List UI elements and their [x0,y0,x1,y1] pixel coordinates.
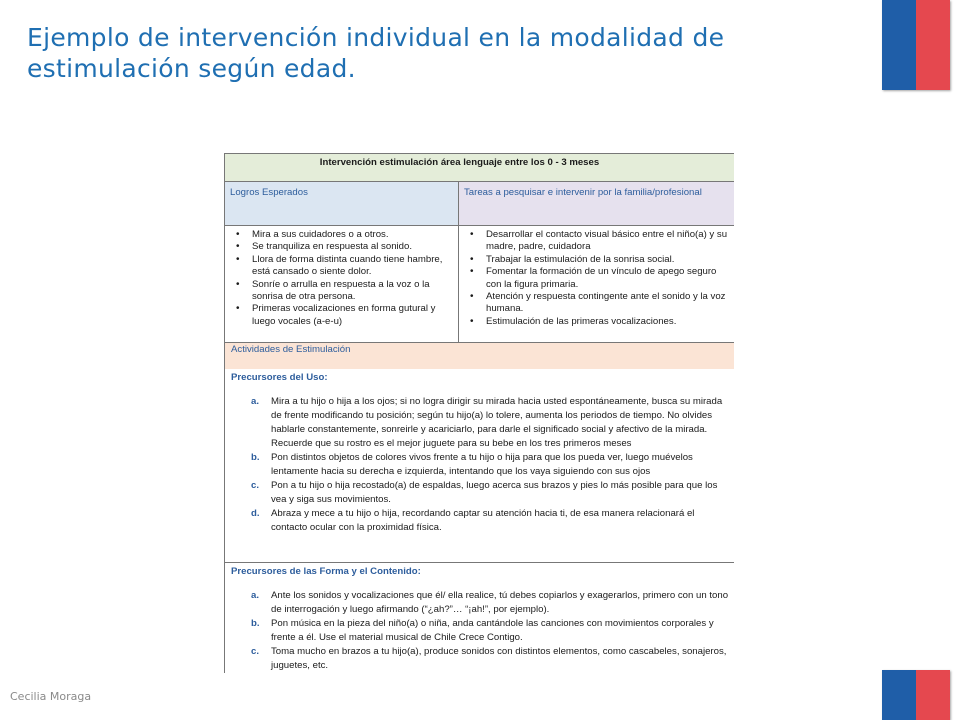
section-forma-title: Precursores de las Forma y el Contenido: [231,566,421,577]
chile-flag-stripe-bottom [882,670,950,720]
section-forma [225,562,734,673]
list-item: • Primeras vocalizaciones en forma gutural y luego vocales (a-e-u) [252,303,453,328]
footer-author: Cecilia Moraga [10,690,92,703]
activity-item: b. Pon música en la pieza del niño(a) o niña, anda cantándole las canciones con movimientos corporales y frente a él. Use el material musical de Chile Crece Contigo. [251,618,714,643]
list-item: • Atención y respuesta contingente ante el sonido y la voz humana. [486,291,729,316]
col-logros-title: Logros Esperados [230,187,308,198]
activity-item: a. Ante los sonidos y vocalizaciones que él/ ella realice, tú debes copiarlos y exagerarlos, primero con un tono de interrogación y luego afirmando (“¿ah?”… “¡ah!”, por ejemplo). [251,590,729,615]
activity-item: b. Pon distintos objetos de colores vivos frente a tu hijo o hija para que los pueda ver, luego muévelos lentamente hacia su derecha e izquierda, intentando que los vaya siguiendo con sus ojos [251,452,693,477]
section-uso-title: Precursores del Uso: [231,372,328,383]
tareas-list [464,229,729,328]
column-titles-row [225,181,734,225]
activity-item: c. Pon a tu hijo o hija recostado(a) de espaldas, luego acerca sus brazos y pies lo más posible para que los vea y siga sus movimientos. [251,480,718,505]
activity-item: a. Mira a tu hijo o hija a los ojos; si no logra dirigir su mirada hacia usted espontáneamente, busca su mirada de frente modificando tu posición; según tu hijo(a) lo tolere, aumenta los periodos de tiempo. No olvides hablarle constantemente, sonreirle y acariciarlo, para darle el significado social y afectivo de la mirada. Recuerde que su rostro es el mejor juguete para su bebe en los tres primeros meses [251,396,723,449]
list-item: • Desarrollar el contacto visual básico entre el niño(a) y su madre, padre, cuidadora [486,229,729,254]
list-item: • Fomentar la formación de un vínculo de apego seguro con la figura primaria. [486,266,729,291]
list-item: • Sonríe o arrulla en respuesta a la voz o la sonrisa de otra persona. [252,279,453,304]
list-item: • Se tranquiliza en respuesta al sonido. [252,241,453,253]
list-item: • Mira a sus cuidadores o a otros. [252,229,453,241]
activity-item: c. Toma mucho en brazos a tu hijo(a), produce sonidos con distintos elementos, como cascabeles, sonajeros, juguetes, etc. [251,646,727,671]
activity-item: d. Abraza y mece a tu hijo o hija, recordando captar su atención hacia ti, de esa manera relacionará el contacto ocular con la proximidad física. [251,508,695,533]
list-item: • Trabajar la estimulación de la sonrisa social. [486,254,729,266]
table-header: Intervención estimulación área lenguaje entre los 0 - 3 meses [319,157,600,168]
col-tareas-title: Tareas a pesquisar e intervenir por la familia/profesional [464,187,702,198]
list-item: • Estimulación de las primeras vocalizaciones. [486,316,729,328]
slide-title: Ejemplo de intervención individual en la modalidad de estimulación según edad. [27,23,725,83]
intervention-table-image [224,153,734,673]
logros-list [230,229,453,328]
section-uso [225,369,734,577]
lists-row [225,225,734,342]
actividades-title: Actividades de Estimulación [231,344,351,355]
actividades-row [225,342,734,369]
list-item: • Llora de forma distinta cuando tiene hambre, está cansado o siente dolor. [252,254,453,279]
chile-flag-stripe-top [882,0,950,90]
table-header-row [225,153,734,181]
